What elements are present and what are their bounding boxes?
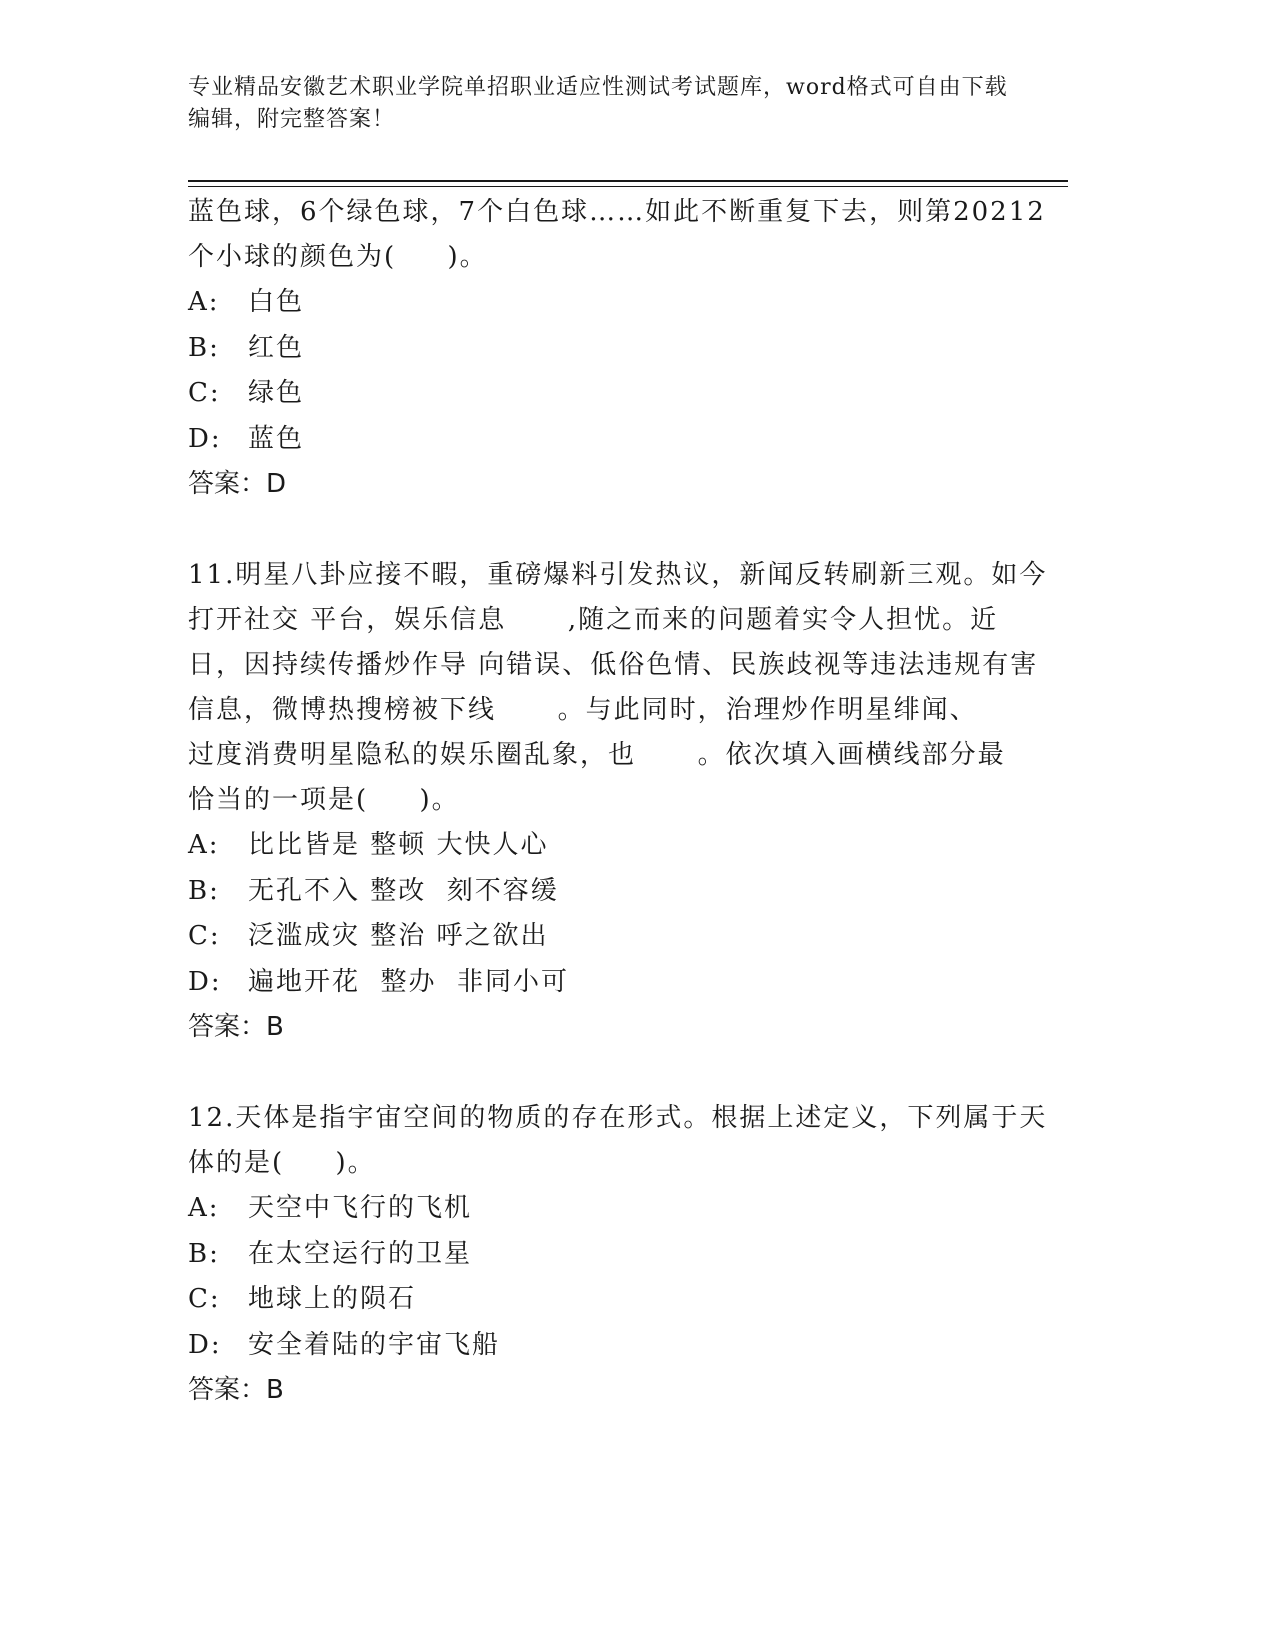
header-divider-thin — [188, 186, 1068, 187]
option-a — [188, 280, 1068, 326]
option-c — [188, 1277, 1068, 1323]
option-d — [188, 1323, 1068, 1369]
option-letter: B: — [188, 875, 220, 906]
question-stem-line: 恰当的一项是( )。 — [188, 785, 460, 815]
header-line-1: 专业精品安徽艺术职业学院单招职业适应性测试考试题库，word格式可自由下载 — [188, 75, 1008, 100]
option-letter: C: — [188, 1284, 221, 1314]
option-letter: B: — [188, 1238, 220, 1269]
option-text: 在太空运行的卫星 — [248, 1238, 473, 1269]
option-a — [188, 823, 1068, 869]
header-line-2: 编辑，附完整答案！ — [188, 107, 396, 132]
option-letter: A: — [188, 830, 220, 860]
option-text: 比比皆是 整顿 大快人心 — [248, 830, 549, 860]
document-header — [188, 72, 1068, 136]
option-text: 地球上的陨石 — [248, 1284, 417, 1314]
option-letter: D: — [188, 423, 222, 454]
question-10 — [188, 190, 1068, 507]
option-text: 无孔不入 整改 刻不容缓 — [248, 875, 559, 906]
question-stem-line: 12.天体是指宇宙空间的物质的存在形式。根据上述定义，下列属于天 — [188, 1103, 1048, 1133]
header-divider-thick — [188, 180, 1068, 182]
option-text: 红色 — [248, 332, 305, 363]
question-11 — [188, 553, 1068, 1050]
question-12 — [188, 1096, 1068, 1413]
question-stem-line: 信息，微博热搜榜被下线 。与此同时，治理炒作明星绯闻、 — [188, 695, 978, 725]
option-b — [188, 326, 1068, 372]
question-stem-line: 日，因持续传播炒作导 向错误、低俗色情、民族歧视等违法违规有害 — [188, 650, 1039, 680]
question-stem-line: 体的是( )。 — [188, 1148, 376, 1178]
question-list — [188, 190, 1068, 1413]
option-c — [188, 371, 1068, 417]
option-b — [188, 869, 1068, 915]
answer-label: 答案：D — [188, 469, 287, 499]
option-letter: A: — [188, 1193, 220, 1223]
question-stem-line: 蓝色球，6个绿色球，7个白色球……如此不断重复下去，则第20212 — [188, 197, 1046, 227]
option-letter: D: — [188, 1329, 222, 1360]
option-text: 遍地开花 整办 非同小可 — [248, 966, 570, 997]
option-text: 白色 — [248, 287, 305, 317]
option-text: 蓝色 — [248, 423, 305, 454]
option-letter: C: — [188, 378, 221, 408]
option-letter: C: — [188, 921, 221, 951]
option-letter: D: — [188, 966, 222, 997]
answer-label: 答案：B — [188, 1012, 284, 1042]
option-d — [188, 960, 1068, 1006]
option-text: 绿色 — [248, 378, 305, 408]
option-text: 安全着陆的宇宙飞船 — [248, 1329, 501, 1360]
answer-label: 答案：B — [188, 1375, 284, 1405]
question-stem-line: 过度消费明星隐私的娱乐圈乱象，也 。依次填入画横线部分最 — [188, 740, 1006, 770]
option-letter: B: — [188, 332, 220, 363]
option-c — [188, 914, 1068, 960]
option-letter: A: — [188, 287, 220, 317]
option-text: 泛滥成灾 整治 呼之欲出 — [248, 921, 549, 951]
question-stem-line: 11.明星八卦应接不暇，重磅爆料引发热议，新闻反转刷新三观。如今 — [188, 560, 1048, 590]
option-a — [188, 1186, 1068, 1232]
question-stem-line: 打开社交 平台，娱乐信息 ,随之而来的问题着实令人担忧。近 — [188, 605, 999, 635]
option-d — [188, 417, 1068, 463]
question-stem-line: 个小球的颜色为( )。 — [188, 242, 488, 272]
option-text: 天空中飞行的飞机 — [248, 1193, 473, 1223]
option-b — [188, 1232, 1068, 1278]
